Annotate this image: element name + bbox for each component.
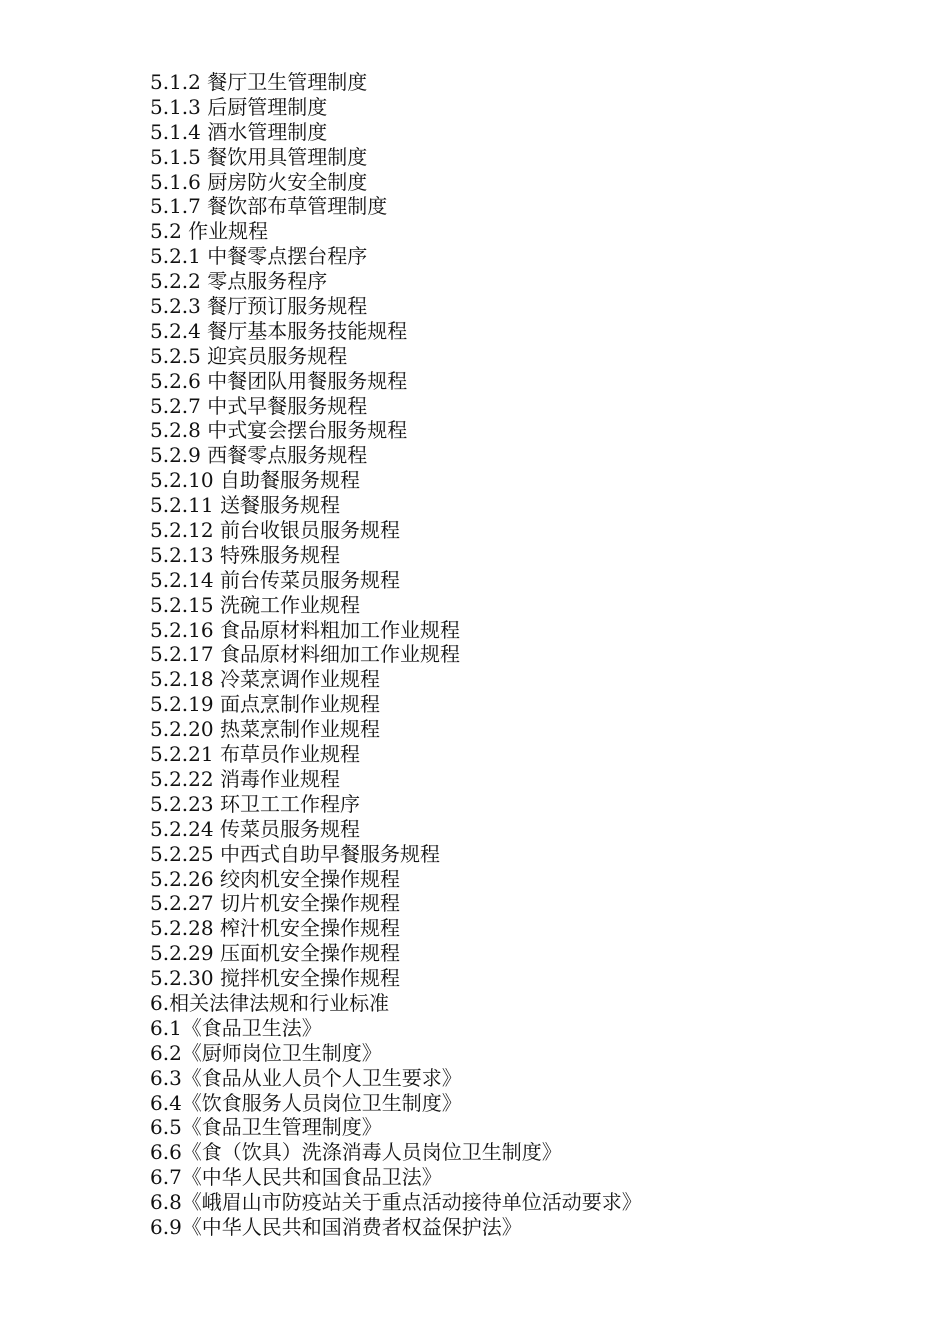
toc-item: 5.2.1 中餐零点摆台程序: [150, 244, 368, 269]
toc-item: 5.2.16 食品原材料粗加工作业规程: [150, 617, 460, 642]
toc-item: 6.7《中华人民共和国食品卫法》: [150, 1165, 442, 1190]
toc-item: 5.2.21 布草员作业规程: [150, 742, 360, 767]
toc-item: 5.2.8 中式宴会摆台服务规程: [150, 418, 408, 443]
toc-item: 5.2.9 西餐零点服务规程: [150, 443, 368, 468]
toc-item: 5.1.5 餐饮用具管理制度: [150, 144, 368, 169]
toc-item: 5.2.5 迎宾员服务规程: [150, 343, 348, 368]
toc-item: 5.1.7 餐饮部布草管理制度: [150, 194, 388, 219]
toc-item: 5.2.28 榨汁机安全操作规程: [150, 916, 400, 941]
toc-item: 6.5《食品卫生管理制度》: [150, 1115, 382, 1140]
toc-item: 5.2.15 洗碗工作业规程: [150, 592, 360, 617]
toc-item: 6.3《食品从业人员个人卫生要求》: [150, 1065, 462, 1090]
toc-item: 6.2《厨师岗位卫生制度》: [150, 1040, 382, 1065]
toc-item: 5.2.27 切片机安全操作规程: [150, 891, 400, 916]
toc-item: 5.1.3 后厨管理制度: [150, 94, 328, 119]
toc-section-heading: 5.2 作业规程: [150, 219, 269, 244]
toc-item: 5.2.7 中式早餐服务规程: [150, 393, 368, 418]
toc-item: 5.2.6 中餐团队用餐服务规程: [150, 368, 408, 393]
toc-item: 5.2.4 餐厅基本服务技能规程: [150, 318, 408, 343]
toc-item: 5.2.19 面点烹制作业规程: [150, 692, 380, 717]
toc-item: 6.6《食（饮具）洗涤消毒人员岗位卫生制度》: [150, 1140, 562, 1165]
toc-item: 5.2.18 冷菜烹调作业规程: [150, 667, 380, 692]
toc-item: 5.1.4 酒水管理制度: [150, 119, 328, 144]
toc-item: 6.8《峨眉山市防疫站关于重点活动接待单位活动要求》: [150, 1190, 642, 1215]
toc-item: 5.2.24 传菜员服务规程: [150, 816, 360, 841]
toc-item: 5.2.22 消毒作业规程: [150, 766, 340, 791]
toc-item: 5.2.30 搅拌机安全操作规程: [150, 966, 400, 991]
table-of-contents: [150, 70, 642, 1240]
toc-item: 5.1.2 餐厅卫生管理制度: [150, 70, 368, 94]
toc-item: 5.2.23 环卫工工作程序: [150, 791, 360, 816]
toc-item: 5.2.11 送餐服务规程: [150, 493, 340, 518]
toc-item: 6.1《食品卫生法》: [150, 1015, 322, 1040]
toc-item: 5.2.12 前台收银员服务规程: [150, 518, 400, 543]
toc-section-heading: 6.相关法律法规和行业标准: [150, 990, 390, 1015]
toc-item: 5.2.3 餐厅预订服务规程: [150, 294, 368, 319]
toc-item: 5.2.26 绞肉机安全操作规程: [150, 866, 400, 891]
toc-item: 6.4《饮食服务人员岗位卫生制度》: [150, 1090, 462, 1115]
toc-item: 5.2.14 前台传菜员服务规程: [150, 567, 400, 592]
toc-item: 5.2.10 自助餐服务规程: [150, 468, 360, 493]
toc-item: 5.2.20 热菜烹制作业规程: [150, 717, 380, 742]
toc-item: 5.2.17 食品原材料细加工作业规程: [150, 642, 460, 667]
toc-item: 5.2.25 中西式自助早餐服务规程: [150, 841, 440, 866]
toc-item: 5.2.13 特殊服务规程: [150, 542, 340, 567]
toc-item: 5.2.29 压面机安全操作规程: [150, 941, 400, 966]
toc-item: 5.1.6 厨房防火安全制度: [150, 169, 368, 194]
toc-item: 6.9《中华人民共和国消费者权益保护法》: [150, 1214, 522, 1239]
toc-item: 5.2.2 零点服务程序: [150, 269, 328, 294]
